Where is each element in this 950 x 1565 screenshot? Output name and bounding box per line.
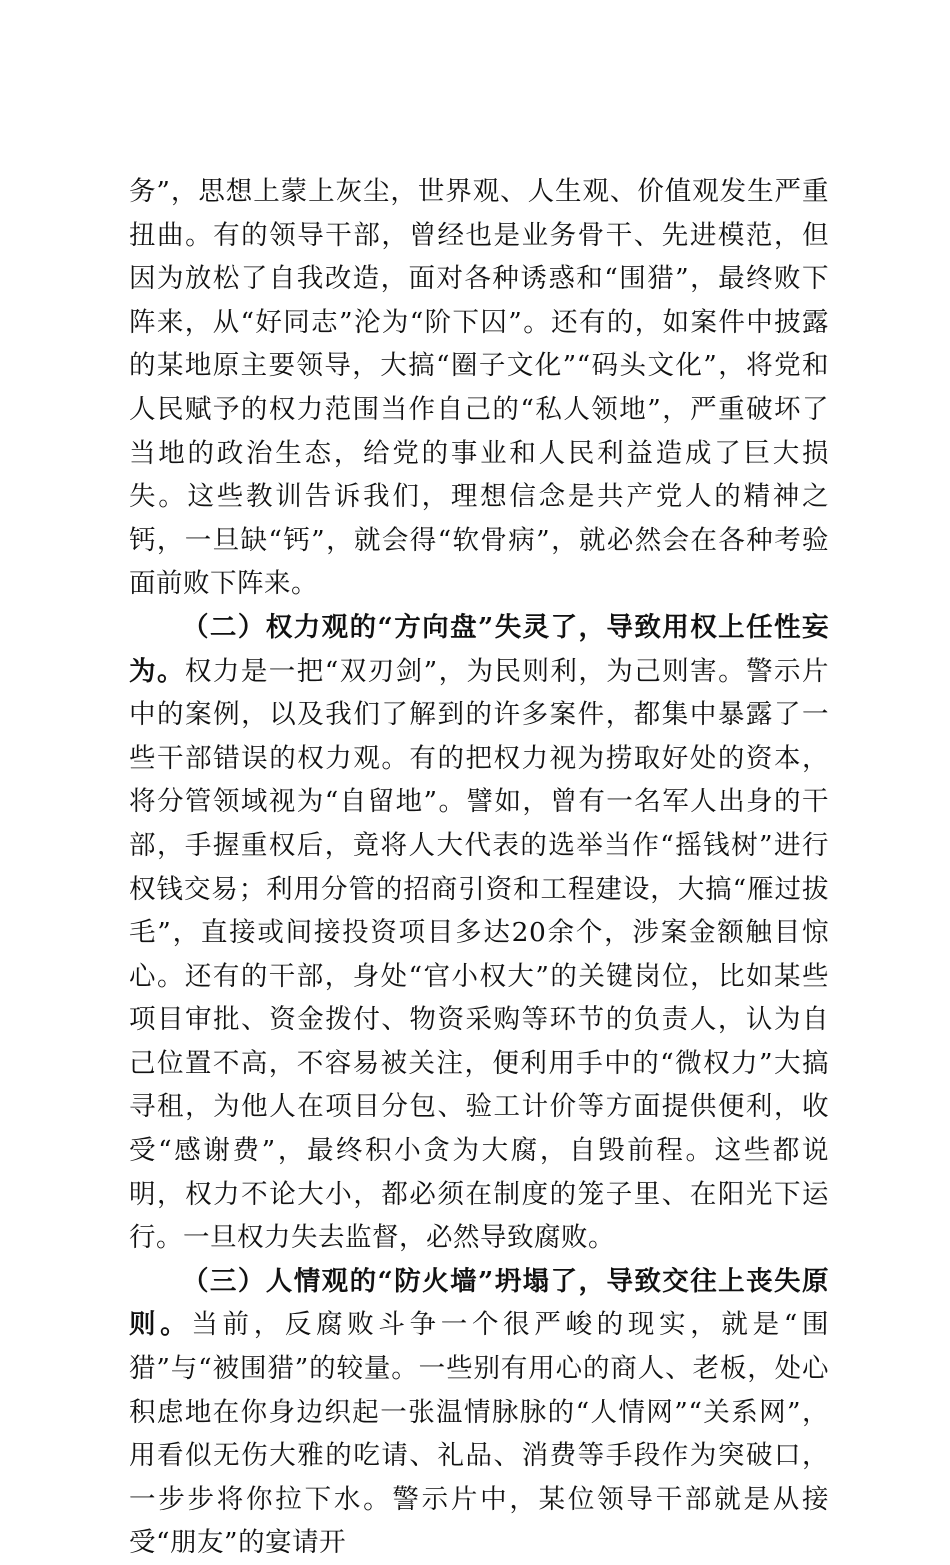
paragraph-text: 务”，思想上蒙上灰尘，世界观、人生观、价值观发生严重扭曲。有的领导干部，曾经也是业务骨干、先进模范，但因为放松了自我改造，面对各种诱惑和“围猎”，最终败下阵来，从“好同志”沦为“阶下囚”。还有的，如案件中披露的某地原主要领导，大搞“圈子文化”“码头文化”，将党和人民赋予的权力范围当作自己的“私人领地”，严重破坏了当地的政治生态，给党的事业和人民利益造成了巨大损失。这些教训告诉我们，理想信念是共产党人的精神之钙，一旦缺“钙”，就会得“软骨病”，就必然会在各种考验面前败下阵来。 [129,176,829,600]
section-heading-three: （三）人情观的“防火墙”坍塌了，导致交往上丧失原则。 [129,1265,829,1341]
paragraph-text: 当前，反腐败斗争一个很严峻的现实，就是“围猎”与“被围猎”的较量。一些别有用心的商人、老板，处心积虑地在你身边织起一张温情脉脉的“人情网”“关系网”，用看似无伤大雅的吃请、礼品、消费等手段作为突破口，一步步将你拉下水。警示片中，某位领导干部就是从接受“朋友”的宴请开 [129,1309,829,1559]
paragraph-continued [129,170,829,606]
section-heading-two: （二）权力观的“方向盘”失灵了，导致用权上任性妄为。 [129,611,829,687]
paragraph-text: 权力是一把“双刃剑”，为民则利，为己则害。警示片中的案例，以及我们了解到的许多案件，都集中暴露了一些干部错误的权力观。有的把权力视为捞取好处的资本，将分管领域视为“自留地”。譬如，曾有一名军人出身的干部，手握重权后，竟将人大代表的选举当作“摇钱树”进行权钱交易；利用分管的招商引资和工程建设，大搞“雁过拔毛”，直接或间接投资项目多达20余个，涉案金额触目惊心。还有的干部，身处“官小权大”的关键岗位，比如某些项目审批、资金拨付、物资采购等环节的负责人，认为自己位置不高，不容易被关注，便利用手中的“微权力”大搞寻租，为他人在项目分包、验工计价等方面提供便利，收受“感谢费”，最终积小贪为大腐，自毁前程。这些都说明，权力不论大小，都必须在制度的笼子里、在阳光下运行。一旦权力失去监督，必然导致腐败。 [129,655,829,1254]
section-three-paragraph [129,1260,829,1565]
document-body [129,170,829,1565]
section-two-paragraph [129,606,829,1260]
